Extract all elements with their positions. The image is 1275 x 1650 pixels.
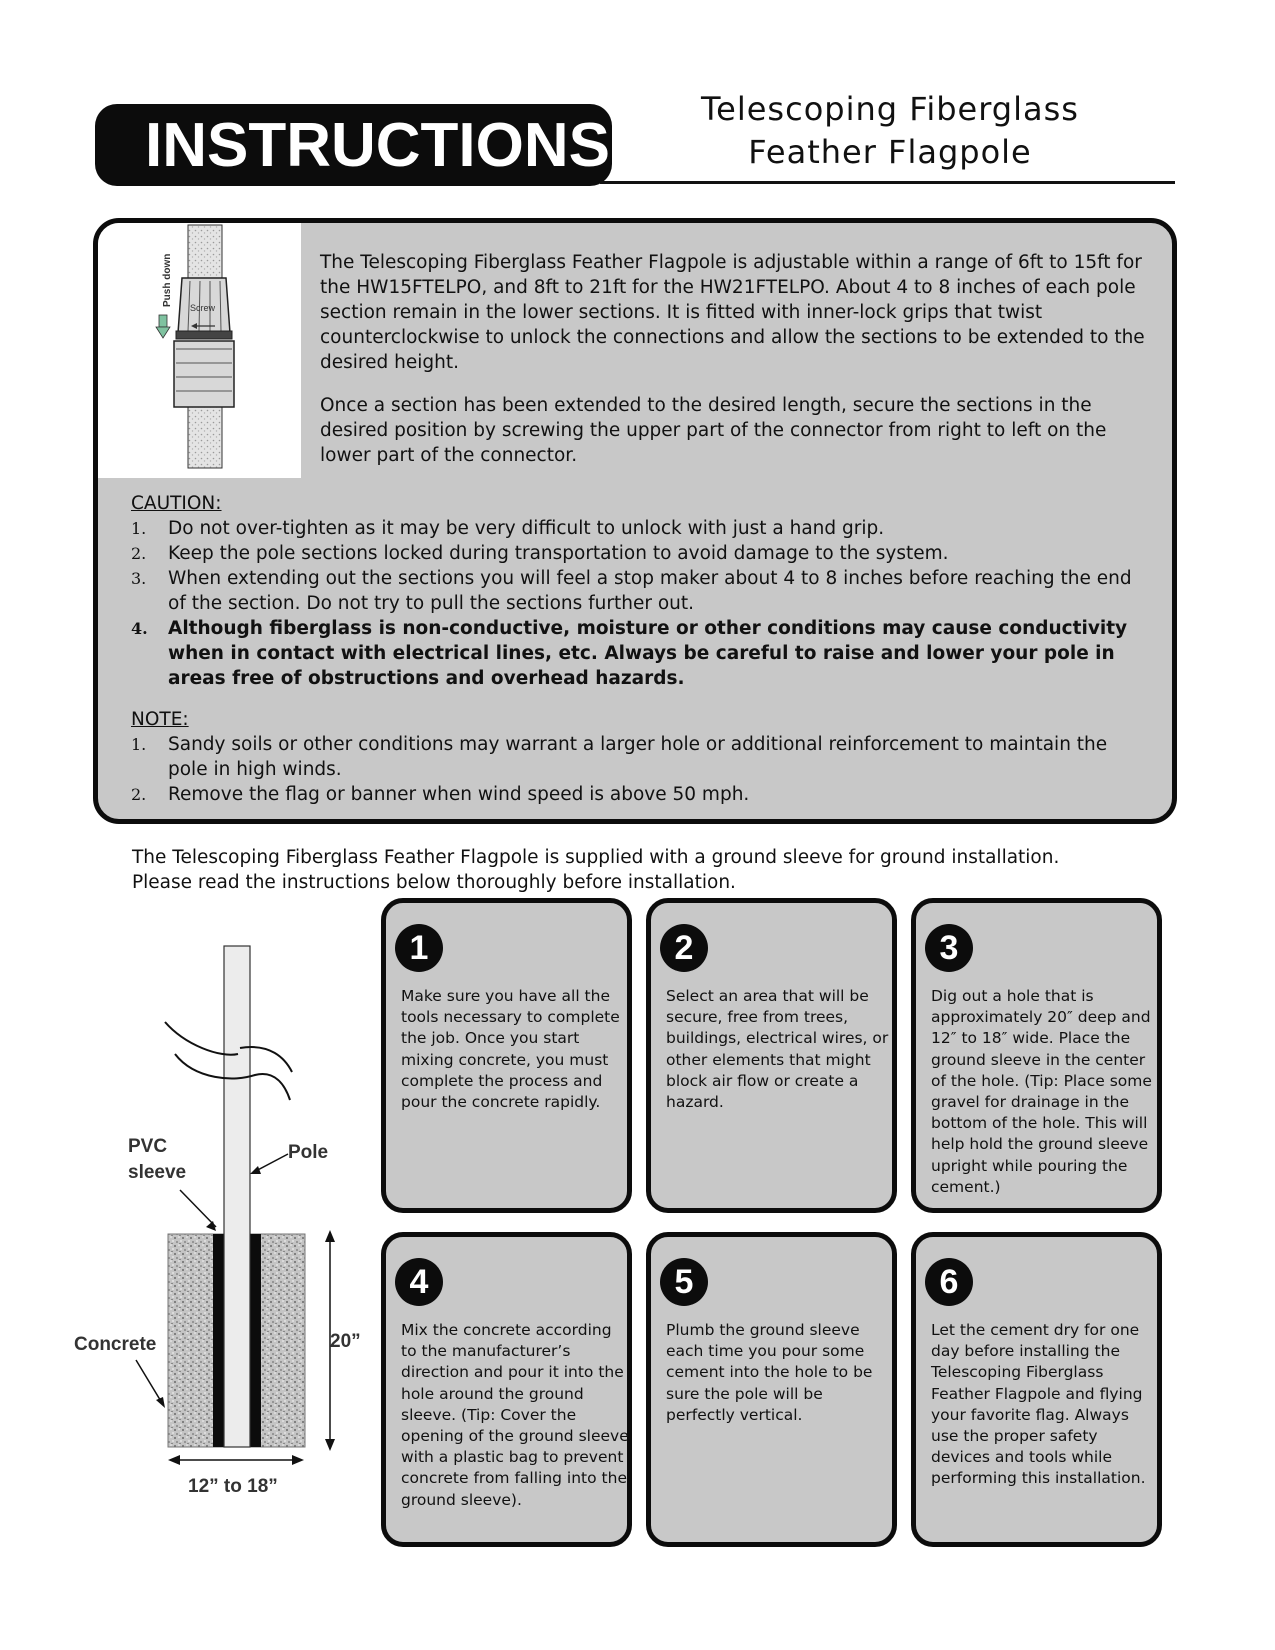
connector-illustration [98, 223, 301, 478]
step-card-6 [911, 1232, 1162, 1547]
product-name-line2: Feather Flagpole [748, 133, 1032, 171]
caution-item: 2. Keep the pole sections locked during transportation to avoid damage to the system. [131, 543, 949, 564]
width-label: 12” to 18” [188, 1476, 278, 1497]
header-rule [600, 181, 1175, 184]
step-card-1 [381, 898, 632, 1213]
step-text: Plumb the ground sleeve each time you pour some cement into the hole to be sure the pole will be perfectly vertical. [666, 1321, 873, 1424]
note-section [131, 707, 1146, 807]
note-item: 2. Remove the flag or banner when wind speed is above 50 mph. [131, 784, 750, 805]
instructions-banner [95, 104, 612, 186]
step-number: 4 [395, 1258, 443, 1306]
note-item: 1. Sandy soils or other conditions may warrant a larger hole or additional reinforcement to maintain the pole in high winds. [131, 734, 1108, 780]
caution-item-warning: 4. Although fiberglass is non-conductive, moisture or other conditions may cause conductivity when in contact with electrical lines, etc. Always be careful to raise and lower your pole in areas free of obstructions and overhead hazards. [131, 618, 1128, 689]
depth-label: 20” [330, 1331, 361, 1352]
connector-figure [98, 223, 301, 478]
sleeve-diagram [70, 940, 400, 1500]
overview-paragraph-2: Once a section has been extended to the desired length, secure the sections in the desired position by screwing the upper part of the connector from right to left on the lower part of the connector. [320, 395, 1107, 466]
note-list [131, 732, 1146, 807]
push-down-label: Push down [162, 253, 173, 307]
overview-paragraph-1: The Telescoping Fiberglass Feather Flagpole is adjustable within a range of 6ft to 15ft for the HW15FTELPO, and 8ft to 21ft for the HW21FTELPO. About 4 to 8 inches of each pole section remain in the lower sections. It is fitted with inner-lock grips that twist counterclockwise to unlock the connections and allow the sections to be extended to the desired height. [320, 252, 1145, 373]
intro-line-1: The Telescoping Fiberglass Feather Flagpole is supplied with a ground sleeve for ground installation. [132, 847, 1060, 868]
product-name [640, 88, 1140, 174]
intro-line-2: Please read the instructions below thoroughly before installation. [132, 872, 736, 893]
caution-heading: CAUTION: [131, 493, 222, 514]
pole-label: Pole [288, 1142, 329, 1163]
arrow-down-icon [156, 327, 170, 338]
step-text: Dig out a hole that is approximately 20″ deep and 12″ to 18″ wide. Place the ground sleeve in the center of the hole. (Tip: Place some gravel for drainage in the bottom of the hole. This will help hold the ground sleeve upright while pouring the cement.) [931, 987, 1152, 1196]
step-text: Select an area that will be secure, free from trees, buildings, electrical wires, or other elements that might block air flow or create a hazard. [666, 987, 889, 1112]
step-number: 5 [660, 1258, 708, 1306]
sleeve-wall-right [250, 1234, 261, 1447]
step-card-2 [646, 898, 897, 1213]
step-text: Make sure you have all the tools necessary to complete the job. Once you start mixing concrete, you must complete the process and pour the concrete rapidly. [401, 987, 620, 1112]
caution-section [131, 491, 1146, 691]
step-number: 3 [925, 924, 973, 972]
concrete-label: Concrete [74, 1334, 157, 1355]
step-text: Mix the concrete according to the manufacturer’s direction and pour it into the hole around the ground sleeve. (Tip: Cover the opening of the ground sleeve with a plastic bag to prevent concrete from falling into the ground sleeve). [401, 1321, 629, 1509]
installation-intro [132, 845, 1162, 895]
pvc-label-line2: sleeve [128, 1162, 187, 1183]
caution-item: 1. Do not over-tighten as it may be very difficult to unlock with just a hand grip. [131, 518, 885, 539]
step-card-3 [911, 898, 1162, 1213]
screw-label: Screw [190, 303, 216, 313]
step-number: 2 [660, 924, 708, 972]
step-number: 1 [395, 924, 443, 972]
sleeve-wall-left [213, 1234, 224, 1447]
installation-diagram [70, 940, 400, 1500]
note-heading: NOTE: [131, 709, 189, 730]
pvc-label-line1: PVC [128, 1136, 168, 1157]
pole-shaft [224, 946, 250, 1447]
overview-text [320, 250, 1155, 486]
step-text: Let the cement dry for one day before installing the Telescoping Fiberglass Feather Flagpole and flying your favorite flag. Always use the proper safety devices and tools while performing this installation. [931, 1321, 1146, 1488]
page-title: INSTRUCTIONS [145, 110, 610, 180]
step-number: 6 [925, 1258, 973, 1306]
caution-item: 3. When extending out the sections you will feel a stop maker about 4 to 8 inches before reaching the end of the section. Do not try to pull the sections further out. [131, 568, 1132, 614]
product-name-line1: Telescoping Fiberglass [701, 90, 1079, 128]
step-card-5 [646, 1232, 897, 1547]
caution-list [131, 516, 1146, 691]
overview-panel [93, 218, 1177, 824]
step-card-4 [381, 1232, 632, 1547]
